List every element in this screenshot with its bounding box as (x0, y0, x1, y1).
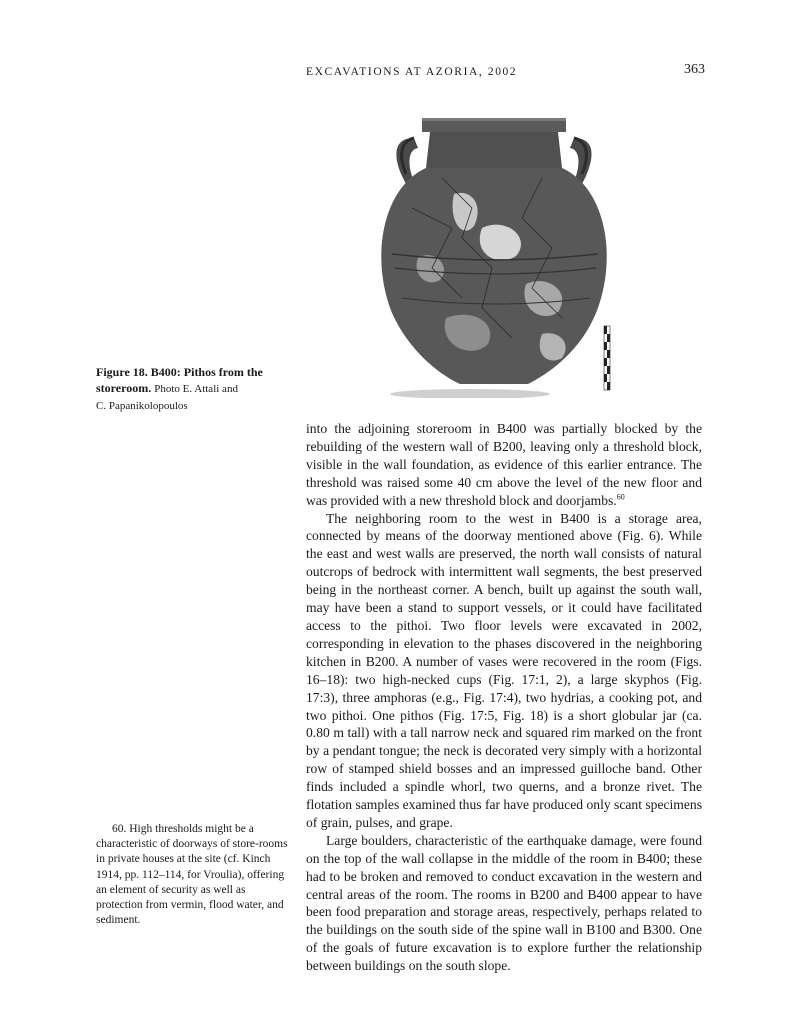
body-text (306, 420, 702, 975)
figure-credit: Photo E. Attali and (154, 383, 238, 395)
paragraph-1-text: into the adjoining storeroom in B400 was partially blocked by the rebuilding of the western wall of B200, leaving only a threshold block, visible in the wall foundation, as evidence of this earlier entrance. The threshold was raised some 40 cm above the level of the new floor and was provided with a new threshold block and doorjambs. (306, 421, 702, 508)
pithos-photo (322, 108, 652, 398)
figure-caption (96, 364, 286, 414)
figure-credit-2: C. Papanikolopoulos (96, 400, 188, 412)
footnote-text: 60. High thresholds might be a characteristic of doorways of store-rooms in private houses at the site (cf. Kinch 1914, pp. 112–114, for Vroulia), offering an element of security as well as protection from vermin, flood water, and sediment. (96, 823, 288, 927)
footnote-60 (96, 822, 290, 928)
paragraph-2: The neighboring room to the west in B400 is a storage area, connected by means of the doorway mentioned above (Fig. 6). While the east and west walls are preserved, the north wall consists of natural outcrops of bedrock with intermittent wall segments, the best preserved being in the northeast corner. A bench, built up against the south wall, may have been a stand to support vessels, or it could have facilitated access to the pithoi. Two floor levels were excavated in 2002, corresponding in elevation to the phases discovered in the neighboring kitchen in B200. A number of vases were recovered in the room (Figs. 16–18): two high-necked cups (Fig. 17:1, 2), a large skyphos (Fig. 17:3), three amphoras (e.g., Fig. 17:4), two hydrias, a cooking pot, and two pithoi. One pithos (Fig. 17:5, Fig. 18) is a short globular jar (ca. 0.80 m tall) with a tall narrow neck and squared rim marked on the front by a pendant tongue; the neck is decorated very simply with a horizontal row of stamped shield bosses and an impressed guilloche band. Other finds included a spindle whorl, two querns, and a bronze rivet. The flotation samples examined thus far have produced only scant specimens of grain, pulses, and grape. (306, 510, 702, 830)
paragraph-3: Large boulders, characteristic of the earthquake damage, were found on the top of the wall collapse in the middle of the room in B400; these had to be broken and removed to conduct excavation in the western and central areas of the room. The rooms in B200 and B400 appear to have been food preparation and storage areas, respectively, perhaps related to the buildings on the south side of the spine wall in B100 and B300. One of the goals of future excavation is to explore further the relationship between buildings on the south slope. (306, 832, 702, 974)
figure-title: Figure 18. B400: Pithos from the storeroom. (96, 365, 263, 395)
scale-bar (604, 326, 610, 390)
running-head: EXCAVATIONS AT AZORIA, 2002 (306, 66, 518, 78)
page-number: 363 (684, 62, 705, 77)
footnote-ref-60: 60 (616, 492, 625, 502)
paragraph-1 (306, 420, 702, 510)
